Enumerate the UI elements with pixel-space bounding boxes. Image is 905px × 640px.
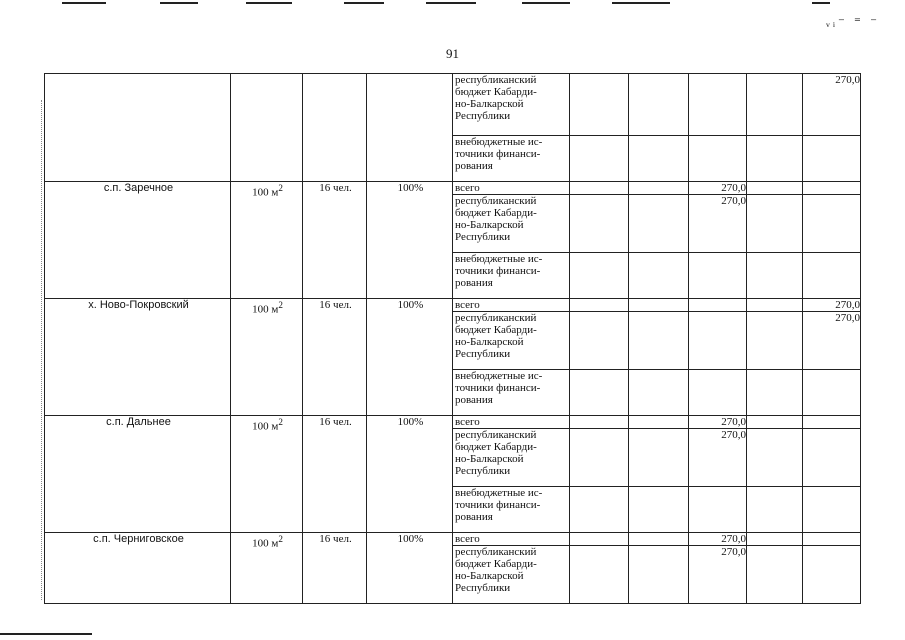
percent-cell: 100% — [367, 182, 453, 299]
percent-cell: 100% — [367, 533, 453, 604]
people-cell: 16 чел. — [303, 299, 367, 416]
location-cell: х. Ново-Покровский — [45, 299, 231, 416]
value-cell: 270,0 — [689, 182, 747, 195]
location-cell: с.п. Черниговское — [45, 533, 231, 604]
value-cell: 270,0 — [689, 533, 747, 546]
footnote-rule — [0, 633, 92, 635]
value-cell: 270,0 — [803, 312, 861, 370]
scan-mark-1 — [62, 2, 106, 4]
source-cell: внебюджетные ис- точники финанси- рования — [453, 253, 570, 299]
scan-mark-5 — [426, 2, 476, 4]
area-cell: 100 $м^2$ — [231, 416, 303, 533]
total-label-cell: всего — [453, 182, 570, 195]
percent-cell: 100% — [367, 416, 453, 533]
source-cell: республиканский бюджет Кабарди- но-Балкарской Республики — [453, 195, 570, 253]
scan-mark-3 — [246, 2, 292, 4]
source-cell: внебюджетные ис- точники финанси- рования — [453, 487, 570, 533]
value-cell: 270,0 — [689, 416, 747, 429]
area-cell: 100 $м^2$ — [231, 182, 303, 299]
area-cell: 100 $м^2$ — [231, 533, 303, 604]
source-cell: республиканский бюджет Кабарди- но-Балкарской Республики — [453, 546, 570, 604]
area-cell: 100 $м^2$ — [231, 299, 303, 416]
source-cell: внебюджетные ис- точники финанси- рования — [453, 136, 570, 182]
scan-mark-2 — [160, 2, 198, 4]
source-cell: республиканский бюджет Кабарди- но-Балкарской Республики — [453, 74, 570, 136]
scan-mark-7 — [612, 2, 670, 4]
value-cell: 270,0 — [689, 546, 747, 604]
location-cell: с.п. Заречное — [45, 182, 231, 299]
location-cell: с.п. Дальнее — [45, 416, 231, 533]
total-label-cell: всего — [453, 416, 570, 429]
percent-cell: 100% — [367, 299, 453, 416]
source-cell: внебюджетные ис- точники финанси- рования — [453, 370, 570, 416]
scan-margin-dots — [41, 100, 43, 600]
corner-marks: ᵥᵢ⁻ ⁼ ⁻ — [826, 14, 881, 29]
table-row — [45, 74, 861, 136]
table-row — [45, 299, 861, 312]
value-cell: 270,0 — [803, 299, 861, 312]
people-cell: 16 чел. — [303, 182, 367, 299]
scan-mark-8 — [812, 2, 830, 4]
total-label-cell: всего — [453, 533, 570, 546]
budget-table — [44, 73, 861, 604]
scan-mark-6 — [522, 2, 570, 4]
value-cell: 270,0 — [689, 429, 747, 487]
source-cell: республиканский бюджет Кабарди- но-Балкарской Республики — [453, 312, 570, 370]
table-row — [45, 416, 861, 429]
people-cell: 16 чел. — [303, 416, 367, 533]
source-cell: республиканский бюджет Кабарди- но-Балкарской Республики — [453, 429, 570, 487]
table-row — [45, 182, 861, 195]
page-number: 91 — [446, 46, 459, 61]
total-label-cell: всего — [453, 299, 570, 312]
table-row — [45, 533, 861, 546]
people-cell: 16 чел. — [303, 533, 367, 604]
value-cell: 270,0 — [803, 74, 861, 136]
location-cell — [45, 74, 231, 182]
value-cell: 270,0 — [689, 195, 747, 253]
scan-mark-4 — [344, 2, 384, 4]
